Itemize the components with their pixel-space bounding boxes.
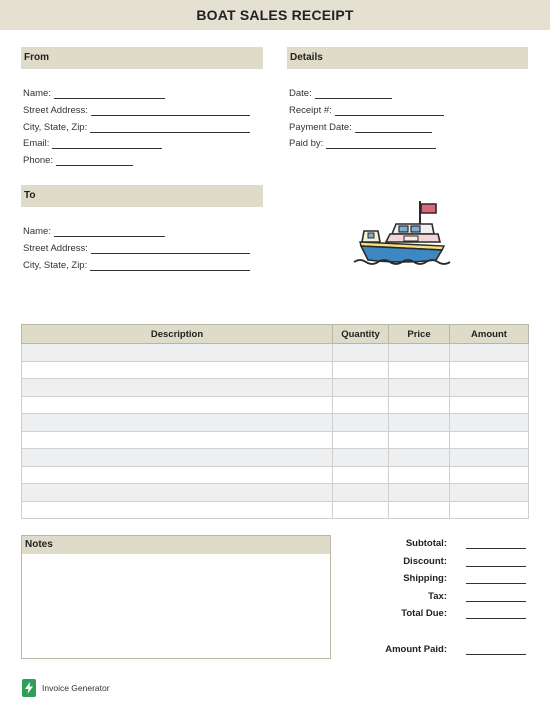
- cell-description[interactable]: [22, 414, 333, 432]
- discount-label: Discount:: [403, 556, 447, 567]
- cell-quantity[interactable]: [333, 379, 389, 397]
- cell-quantity[interactable]: [333, 361, 389, 379]
- cell-quantity[interactable]: [333, 414, 389, 432]
- cell-price[interactable]: [389, 484, 450, 502]
- cell-amount[interactable]: [450, 414, 529, 432]
- cell-quantity[interactable]: [333, 466, 389, 484]
- discount-line[interactable]: [466, 566, 526, 567]
- table-row: [22, 379, 529, 397]
- details-paid-by-field[interactable]: [289, 138, 436, 149]
- details-date-field[interactable]: [289, 88, 392, 99]
- from-heading: From: [24, 52, 49, 63]
- field-label: Street Address:: [23, 243, 88, 254]
- cell-price[interactable]: [389, 414, 450, 432]
- cell-quantity[interactable]: [333, 449, 389, 467]
- field-label: Phone:: [23, 155, 54, 166]
- invoice-generator-logo-icon: [22, 679, 36, 697]
- total-due-label: Total Due:: [401, 608, 447, 619]
- from-phone-field[interactable]: [23, 155, 133, 166]
- table-row: [22, 449, 529, 467]
- column-header-amount: Amount: [450, 325, 529, 344]
- input-line[interactable]: [91, 243, 250, 254]
- column-header-quantity: Quantity: [333, 325, 389, 344]
- amount-paid-line[interactable]: [466, 654, 526, 655]
- to-heading: To: [24, 190, 36, 201]
- total-due-line[interactable]: [466, 618, 526, 619]
- footer-brand[interactable]: [22, 679, 110, 697]
- table-row: [22, 501, 529, 519]
- cell-description[interactable]: [22, 466, 333, 484]
- input-line[interactable]: [54, 88, 165, 99]
- field-label: Date:: [289, 88, 312, 99]
- shipping-label: Shipping:: [403, 573, 447, 584]
- input-line[interactable]: [90, 122, 250, 133]
- field-label: Payment Date:: [289, 122, 352, 133]
- cell-amount[interactable]: [450, 501, 529, 519]
- cell-amount[interactable]: [450, 344, 529, 362]
- notes-heading: Notes: [25, 539, 53, 550]
- cell-price[interactable]: [389, 344, 450, 362]
- cell-amount[interactable]: [450, 379, 529, 397]
- cell-quantity[interactable]: [333, 501, 389, 519]
- items-table: [21, 324, 529, 519]
- cell-amount[interactable]: [450, 361, 529, 379]
- shipping-line[interactable]: [466, 583, 526, 584]
- amount-paid-label: Amount Paid:: [385, 644, 447, 655]
- subtotal-label: Subtotal:: [405, 538, 447, 549]
- field-label: Email:: [23, 138, 50, 149]
- input-line[interactable]: [335, 105, 444, 116]
- input-line[interactable]: [91, 105, 250, 116]
- from-name-field[interactable]: [23, 88, 165, 99]
- cell-quantity[interactable]: [333, 431, 389, 449]
- field-label: Street Address:: [23, 105, 88, 116]
- table-row: [22, 466, 529, 484]
- cell-description[interactable]: [22, 379, 333, 397]
- cell-amount[interactable]: [450, 466, 529, 484]
- input-line[interactable]: [355, 122, 432, 133]
- cell-amount[interactable]: [450, 449, 529, 467]
- table-header-row: [22, 325, 529, 344]
- input-line[interactable]: [90, 260, 250, 271]
- input-line[interactable]: [54, 226, 165, 237]
- details-payment-date-field[interactable]: [289, 122, 432, 133]
- footer-brand-name: Invoice Generator: [42, 683, 110, 693]
- field-label: Name:: [23, 88, 51, 99]
- subtotal-line[interactable]: [466, 548, 526, 549]
- field-label: Name:: [23, 226, 51, 237]
- tax-line[interactable]: [466, 601, 526, 602]
- title-bar: [0, 0, 550, 30]
- cell-price[interactable]: [389, 501, 450, 519]
- table-row: [22, 344, 529, 362]
- field-label: Paid by:: [289, 138, 324, 149]
- tax-label: Tax:: [428, 591, 447, 602]
- to-name-field[interactable]: [23, 226, 165, 237]
- cell-amount[interactable]: [450, 484, 529, 502]
- to-header: [21, 185, 263, 207]
- cell-description[interactable]: [22, 396, 333, 414]
- column-header-description: Description: [22, 325, 333, 344]
- input-line[interactable]: [52, 138, 162, 149]
- table-row: [22, 414, 529, 432]
- cell-price[interactable]: [389, 361, 450, 379]
- from-email-field[interactable]: [23, 138, 162, 149]
- to-city-field[interactable]: [23, 260, 250, 271]
- cell-quantity[interactable]: [333, 484, 389, 502]
- table-row: [22, 484, 529, 502]
- cell-quantity[interactable]: [333, 344, 389, 362]
- cell-description[interactable]: [22, 344, 333, 362]
- cell-price[interactable]: [389, 396, 450, 414]
- cell-price[interactable]: [389, 466, 450, 484]
- notes-header: [22, 536, 330, 554]
- input-line[interactable]: [56, 155, 133, 166]
- cell-price[interactable]: [389, 379, 450, 397]
- cell-price[interactable]: [389, 431, 450, 449]
- input-line[interactable]: [315, 88, 392, 99]
- cell-description[interactable]: [22, 484, 333, 502]
- column-header-price: Price: [389, 325, 450, 344]
- table-row: [22, 396, 529, 414]
- cell-amount[interactable]: [450, 431, 529, 449]
- cell-description[interactable]: [22, 449, 333, 467]
- input-line[interactable]: [326, 138, 436, 149]
- field-label: Receipt #:: [289, 105, 332, 116]
- notes-box[interactable]: [21, 535, 331, 659]
- cell-amount[interactable]: [450, 396, 529, 414]
- from-street-field[interactable]: [23, 105, 250, 116]
- details-heading: Details: [290, 52, 323, 63]
- table-row: [22, 361, 529, 379]
- cell-description[interactable]: [22, 431, 333, 449]
- details-receipt-field[interactable]: [289, 105, 444, 116]
- table-row: [22, 431, 529, 449]
- from-header: [21, 47, 263, 69]
- details-header: [287, 47, 528, 69]
- cell-price[interactable]: [389, 449, 450, 467]
- cell-quantity[interactable]: [333, 396, 389, 414]
- boat-icon: [352, 198, 452, 268]
- page-title: BOAT SALES RECEIPT: [196, 7, 354, 23]
- cell-description[interactable]: [22, 501, 333, 519]
- field-label: City, State, Zip:: [23, 122, 88, 133]
- field-label: City, State, Zip:: [23, 260, 88, 271]
- cell-description[interactable]: [22, 361, 333, 379]
- to-street-field[interactable]: [23, 243, 250, 254]
- from-city-field[interactable]: [23, 122, 250, 133]
